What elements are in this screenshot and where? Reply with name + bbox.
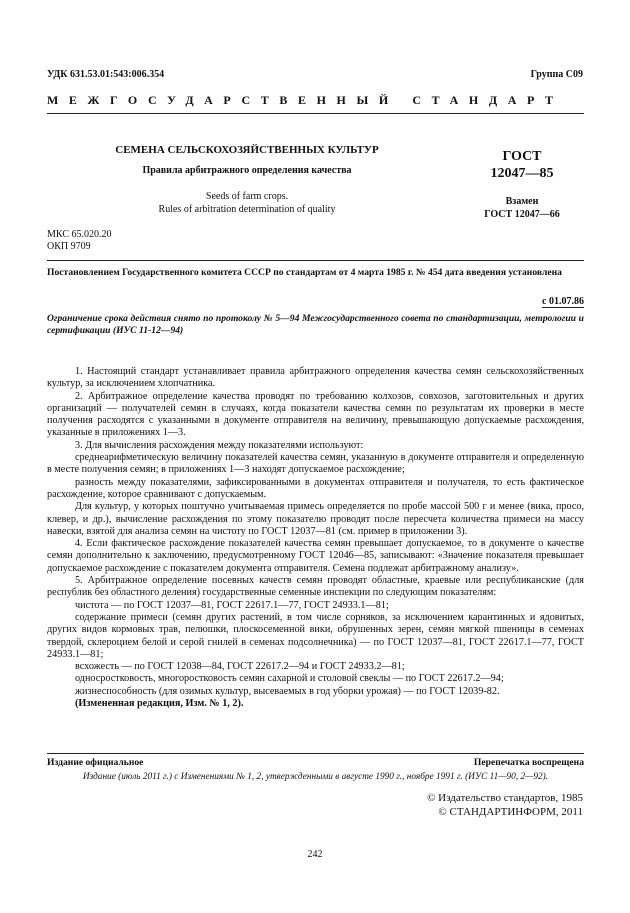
title-english-2: Rules of arbitration determination of quality bbox=[158, 204, 336, 215]
clause-5-viability: жизнеспособность (для озимых культур, высеваемых в год уборки урожая) — по ГОСТ 12039-82. bbox=[75, 685, 500, 697]
header-divider bbox=[47, 113, 584, 114]
decree-text: Постановлением Государственного комитета СССР по стандартам от 4 марта 1985 г. № 454 дата введения установлена bbox=[47, 267, 562, 278]
standard-body bbox=[47, 366, 584, 710]
replaces-gost: ГОСТ 12047—66 bbox=[484, 209, 560, 220]
introduction-date: с 01.07.86 bbox=[542, 296, 584, 307]
clause-5-germination: всхожесть — по ГОСТ 12038—84, ГОСТ 22617.2—94 и ГОСТ 24933.2—81; bbox=[75, 661, 405, 673]
udk-code: УДК 631.53.01:543:006.354 bbox=[47, 69, 165, 80]
reprint-prohibited: Перепечатка воспрещена bbox=[473, 757, 584, 768]
clause-3-item-b: разность между показателями, зафиксированными в документах отправителя и получателя, то есть фактическое расхождение, которое сравнивают с допускаемым. bbox=[47, 476, 584, 500]
edition-info: Издание (июль 2011 г.) с Изменениями № 1, 2, утвержденными в августе 1990 г., ноябре 1991 г. (ИУС 11—90, 2—92). bbox=[82, 772, 549, 782]
title-english-1: Seeds of farm crops. bbox=[205, 191, 289, 202]
clause-3-note: Для культур, у которых поштучно учитываемая примесь определяется по пробе массой 500 г и менее (вика, просо, клевер, и др.), вычисление расхождения по этому показателю проводят после пересчета количества примеси на массу навески, взятой для анализа семян на чистоту по ГОСТ 12037—81 (см. пример в приложении 3). bbox=[47, 501, 584, 537]
page-number: 242 bbox=[307, 849, 323, 860]
document-subtitle: Правила арбитражного определения качества bbox=[142, 165, 352, 176]
clause-5-purity: чистота — по ГОСТ 12037—81, ГОСТ 22617.1—77, ГОСТ 24933.1—81; bbox=[75, 599, 389, 611]
clause-2: 2. Арбитражное определение качества проводят по требованию колхозов, совхозов, заготовительных и других организаций — получателей семян в случаях, когда показатели качества семян по результатам их проверки в месте получения расходятся с указанными в документе отправителя на величину, превышающую допускаемые расхождения, указанные в приложениях 1—3. bbox=[47, 390, 584, 439]
copyright-2: © СТАНДАРТИНФОРМ, 2011 bbox=[438, 806, 583, 818]
validity-limit-note: Ограничение срока действия снято по протоколу № 5—94 Межгосударственного совета по стандартизации, метрологии и сертификации (ИУС 11-12—94) bbox=[47, 313, 584, 336]
mks-code: МКС 65.020.20 bbox=[47, 229, 112, 240]
footer-divider bbox=[47, 753, 584, 754]
group-code: Группа С09 bbox=[530, 69, 583, 80]
clause-4: 4. Если фактическое расхождение показателей качества семян превышает допускаемое, то в документе о качестве семян дополнительно к заключению, предусмотренному ГОСТ 12046—85, записывают: «Значение показателя превышает допускаемое расхождение с показателем документа отправителя. Семена подлежат арбитражному анализу». bbox=[47, 538, 584, 574]
amendment-note: (Измененная редакция, Изм. № 1, 2). bbox=[75, 698, 244, 710]
gost-number: 12047—85 bbox=[490, 166, 554, 181]
gost-label: ГОСТ bbox=[502, 149, 542, 164]
clause-1: 1. Настоящий стандарт устанавливает правила арбитражного определения качества семян сельскохозяйственных культур, за исключением хлопчатника. bbox=[47, 366, 584, 390]
okp-code: ОКП 9709 bbox=[47, 241, 91, 252]
standard-banner: МЕЖГОСУДАРСТВЕННЫЙ СТАНДАРТ bbox=[47, 93, 564, 107]
clause-3: 3. Для вычисления расхождения между показателями используют: bbox=[75, 439, 364, 451]
copyright-1: © Издательство стандартов, 1985 bbox=[427, 792, 583, 804]
clause-5-impurities: содержание примеси (семян других растений, в том числе сорняков, за исключением карантинных и ядовитых, других видов кормовых трав, пелюшки, плоскосеменной вики, обрушенных зерен, семян мягкой пшеницы в семенах твердой, склероцием белой и серой гнилей в семенах подсолнечника) — по ГОСТ 12037—81, ГОСТ 22617.1—77, ГОСТ 24933.1—81; bbox=[47, 611, 584, 660]
clause-3-item-a: среднеарифметическую величину показателей качества семян, указанную в документе отправителя и определенную в месте получения семян; в приложениях 1—3 находят допускаемое расхождение; bbox=[47, 452, 584, 476]
clause-5-monogermity: односростковость, многоростковость семян сахарной и столовой свеклы — по ГОСТ 22617.2—94; bbox=[75, 673, 504, 685]
official-edition: Издание официальное bbox=[47, 757, 144, 768]
replaces-label: Взамен bbox=[505, 196, 539, 207]
clause-5: 5. Арбитражное определение посевных качеств семян проводят областные, краевые или республиканские (для республик без областного деления) государственные семенные инспекции по следующим показателям: bbox=[47, 575, 584, 599]
codes-divider bbox=[47, 260, 584, 261]
document-title: СЕМЕНА СЕЛЬСКОХОЗЯЙСТВЕННЫХ КУЛЬТУР bbox=[115, 144, 379, 156]
